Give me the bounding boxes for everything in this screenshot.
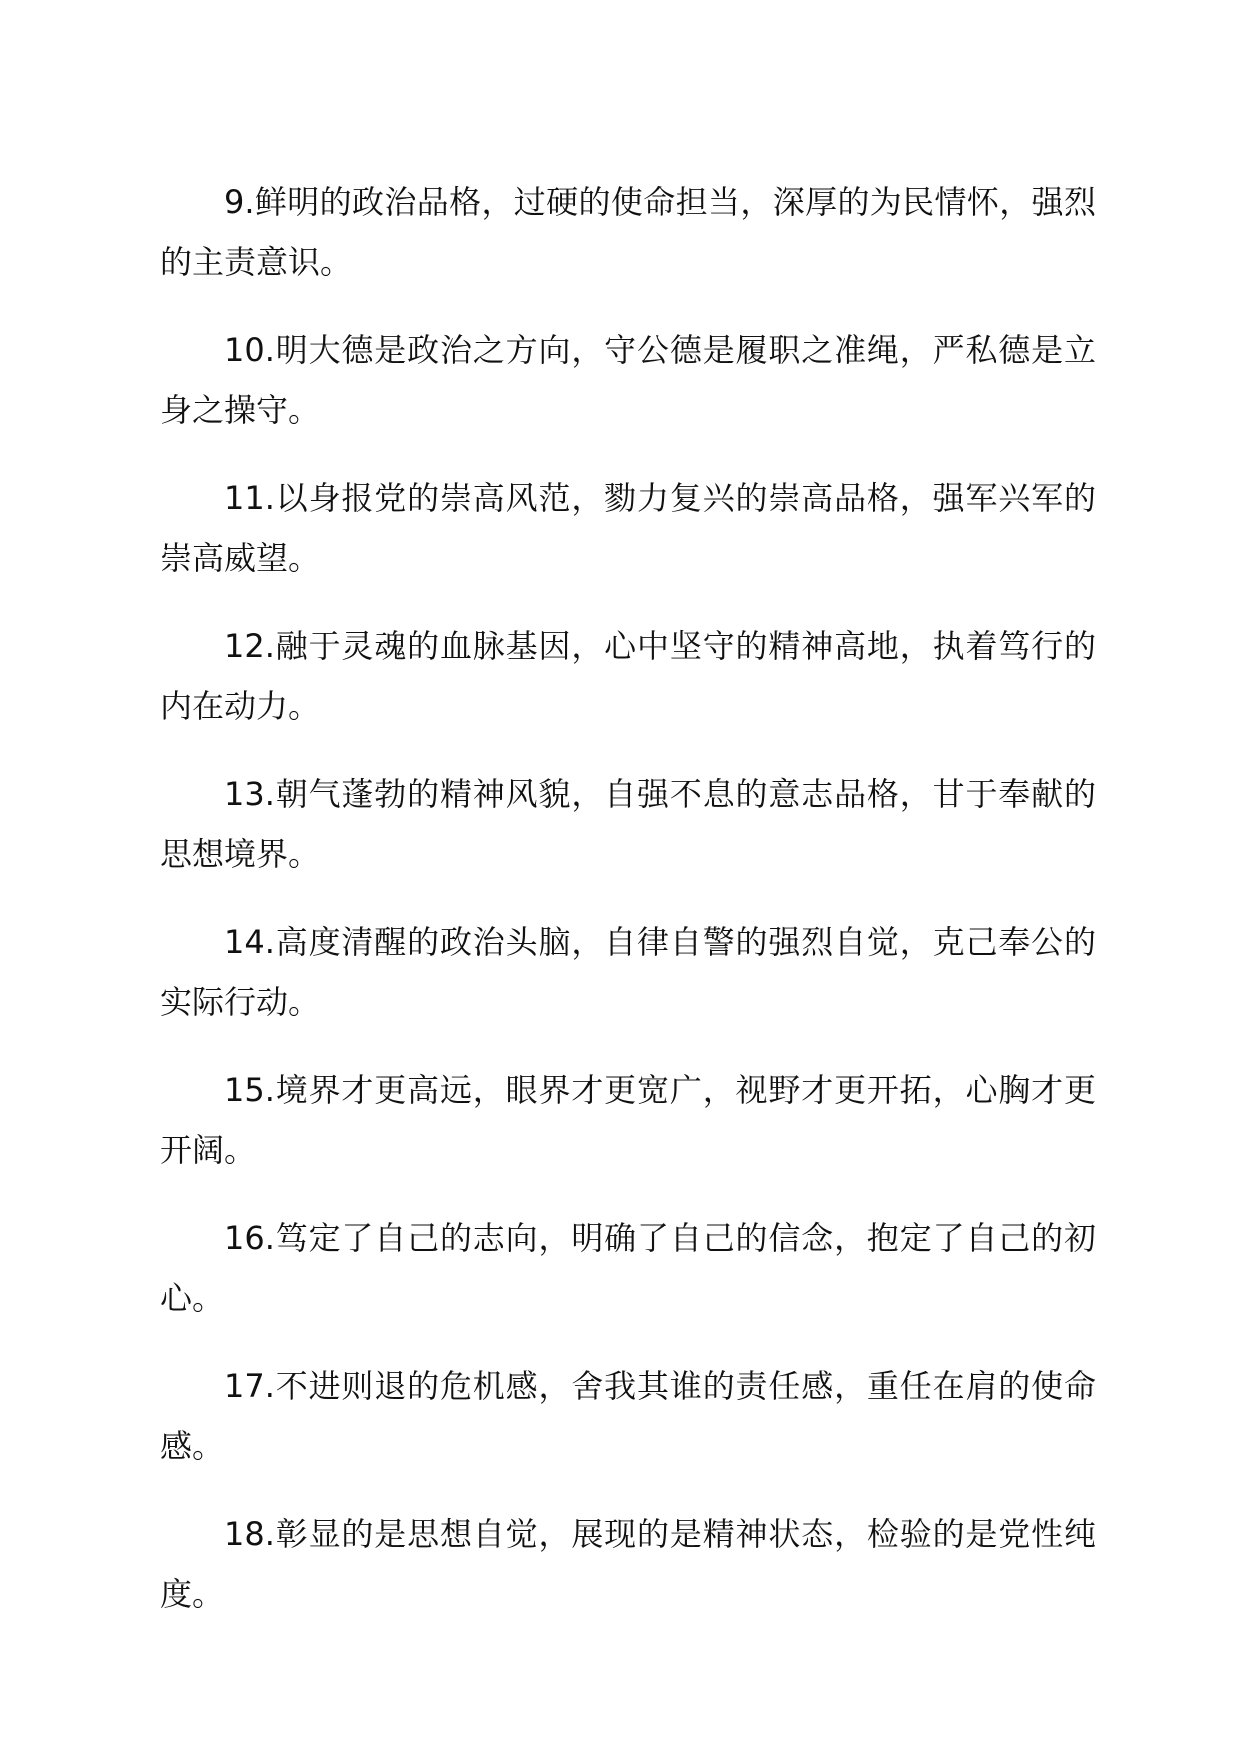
paragraph-13: 13.朝气蓬勃的精神风貌，自强不息的意志品格，甘于奉献的思想境界。 (160, 775, 1096, 873)
paragraph-17: 17.不进则退的危机感，舍我其谁的责任感，重任在肩的使命感。 (160, 1367, 1096, 1465)
paragraph-9: 9.鲜明的政治品格，过硬的使命担当，深厚的为民情怀，强烈的主责意识。 (160, 183, 1096, 281)
document-body (160, 172, 1096, 1652)
paragraph-11: 11.以身报党的崇高风范，勠力复兴的崇高品格，强军兴军的崇高威望。 (160, 479, 1096, 577)
paragraph-12: 12.融于灵魂的血脉基因，心中坚守的精神高地，执着笃行的内在动力。 (160, 627, 1096, 725)
paragraph-14: 14.高度清醒的政治头脑，自律自警的强烈自觉，克己奉公的实际行动。 (160, 923, 1096, 1021)
paragraph-18: 18.彰显的是思想自觉，展现的是精神状态，检验的是党性纯度。 (160, 1515, 1096, 1613)
paragraph-15: 15.境界才更高远，眼界才更宽广，视野才更开拓，心胸才更开阔。 (160, 1071, 1096, 1169)
paragraph-10: 10.明大德是政治之方向，守公德是履职之准绳，严私德是立身之操守。 (160, 331, 1096, 429)
paragraph-16: 16.笃定了自己的志向，明确了自己的信念，抱定了自己的初心。 (160, 1219, 1096, 1317)
